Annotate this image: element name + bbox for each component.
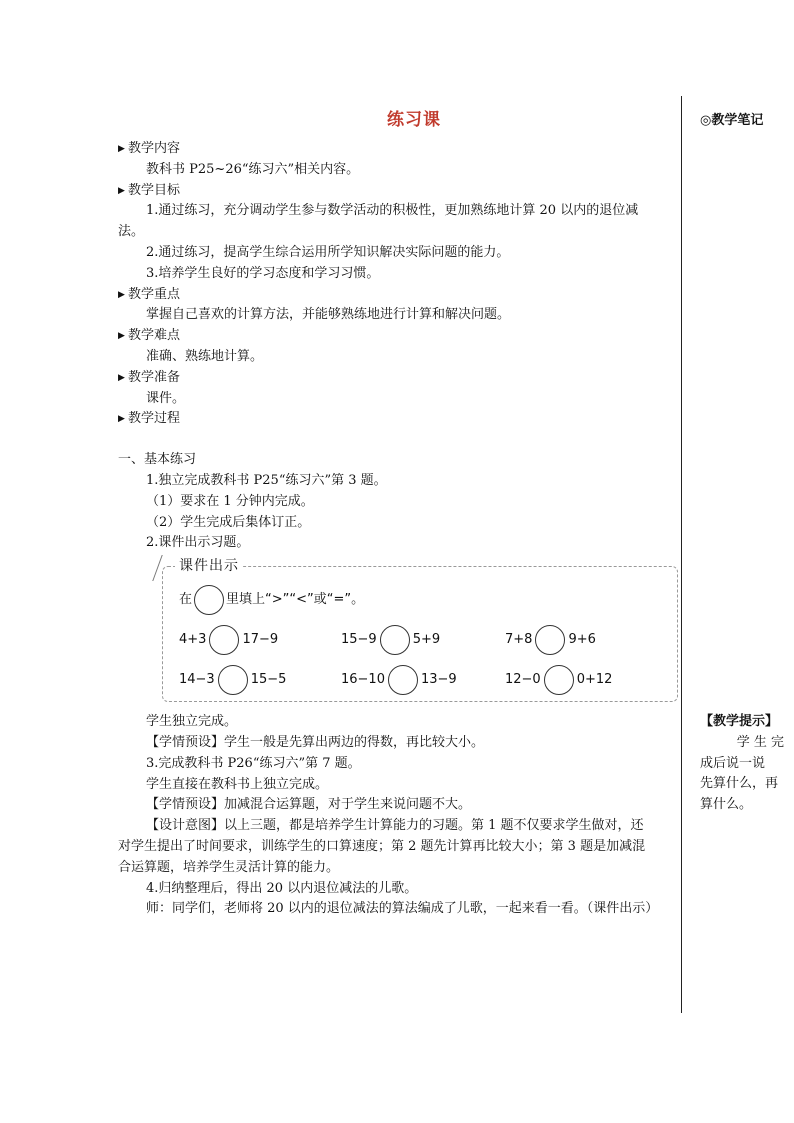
comparison-item: 4+3 17−9 — [179, 625, 278, 655]
triangle-bullet-icon: ▶ — [118, 414, 125, 425]
teaching-tip-line: 成后说一说 — [700, 755, 766, 771]
comparison-item: 16−10 13−9 — [341, 665, 457, 695]
answer-circle-icon — [194, 585, 224, 615]
section-heading-prep: ▶ 教学准备 — [118, 368, 678, 389]
body-line: 对学生提出了时间要求，训练学生的口算速度；第 2 题先计算再比较大小；第 3 题是加减混 — [118, 838, 646, 854]
prep-text: 课件。 — [146, 390, 186, 406]
body-line: 3.完成教科书 P26“练习六”第 7 题。 — [146, 755, 361, 771]
courseware-box — [162, 558, 678, 702]
goal-item: 3.培养学生良好的学习态度和学习习惯。 — [146, 265, 380, 281]
section-heading-goals: ▶ 教学目标 — [118, 181, 678, 202]
triangle-bullet-icon: ▶ — [118, 144, 125, 154]
page-title: 练习课 — [387, 110, 441, 130]
comparison-item: 15−9 5+9 — [341, 625, 440, 655]
teaching-tip-line: 学 生 完 — [736, 734, 784, 750]
teaching-tip — [700, 712, 786, 816]
answer-circle-icon[interactable] — [535, 625, 565, 655]
section-heading-difficulty: ▶ 教学难点 — [118, 326, 678, 347]
practice-line: 2.课件出示习题。 — [146, 535, 250, 551]
comparison-item: 14−3 15−5 — [179, 665, 286, 695]
section-heading-process: ▶ 教学过程 — [118, 409, 678, 430]
triangle-bullet-icon: ▶ — [118, 331, 125, 342]
goal-item: 1.通过练习，充分调动学生参与数学活动的积极性，更加熟练地计算 20 以内的退位减 — [146, 203, 639, 219]
body-line: 学生直接在教科书上独立完成。 — [146, 776, 329, 792]
comparison-item: 12−0 0+12 — [505, 665, 612, 695]
key-text: 掌握自己喜欢的计算方法，并能够熟练地进行计算和解决问题。 — [146, 307, 511, 323]
practice-line: （1）要求在 1 分钟内完成。 — [146, 493, 314, 509]
practice-line: 1.独立完成教科书 P25“练习六”第 3 题。 — [146, 472, 387, 488]
comparison-item: 7+8 9+6 — [505, 625, 596, 655]
body-line: 合运算题，培养学生灵活计算的能力。 — [118, 859, 340, 875]
lesson-body — [118, 139, 678, 920]
section-heading-key: ▶ 教学重点 — [118, 285, 678, 306]
answer-circle-icon[interactable] — [388, 665, 418, 695]
teaching-tip-line: 算什么。 — [700, 797, 753, 813]
body-line: 【学情预设】学生一般是先算出两边的得数，再比较大小。 — [146, 734, 485, 750]
practice-heading: 一、基本练习 — [118, 452, 197, 468]
body-line: 4.归纳整理后，得出 20 以内退位减法的儿歌。 — [146, 880, 418, 896]
courseware-label: 课件出示 — [175, 556, 243, 577]
practice-line: （2）学生完成后集体订正。 — [146, 514, 311, 530]
section-heading-content: ▶ 教学内容 — [118, 139, 678, 160]
content-text: 教科书 P25~26“练习六”相关内容。 — [146, 161, 360, 177]
courseware-corner-mark — [152, 555, 176, 581]
difficulty-text: 准确、熟练地计算。 — [146, 348, 264, 364]
answer-circle-icon[interactable] — [380, 625, 410, 655]
teaching-tip-title: 【教学提示】 — [700, 714, 779, 729]
teaching-notes-header: ◎教学笔记 — [700, 113, 764, 128]
body-line: 【学情预设】加减混合运算题，对于学生来说问题不大。 — [146, 797, 472, 813]
triangle-bullet-icon: ▶ — [118, 289, 125, 300]
body-line: 学生独立完成。 — [146, 714, 238, 730]
teaching-tip-line: 先算什么，再 — [700, 776, 779, 792]
answer-circle-icon[interactable] — [544, 665, 574, 695]
triangle-bullet-icon: ▶ — [118, 372, 125, 383]
answer-circle-icon[interactable] — [218, 665, 248, 695]
goal-item: 法。 — [118, 224, 145, 240]
triangle-bullet-icon: ▶ — [118, 185, 125, 196]
body-line: 师：同学们，老师将 20 以内的退位减法的算法编成了儿歌，一起来看一看。（课件出示） — [146, 901, 659, 917]
goal-item: 2.通过练习，提高学生综合运用所学知识解决实际问题的能力。 — [146, 244, 510, 260]
answer-circle-icon[interactable] — [209, 625, 239, 655]
body-line: 【设计意图】以上三题，都是培养学生计算能力的习题。第 1 题不仅要求学生做对，还 — [146, 818, 644, 834]
column-divider — [681, 96, 682, 1013]
courseware-instruction: 在 里填上“>”“<”或“=”。 — [179, 585, 364, 615]
